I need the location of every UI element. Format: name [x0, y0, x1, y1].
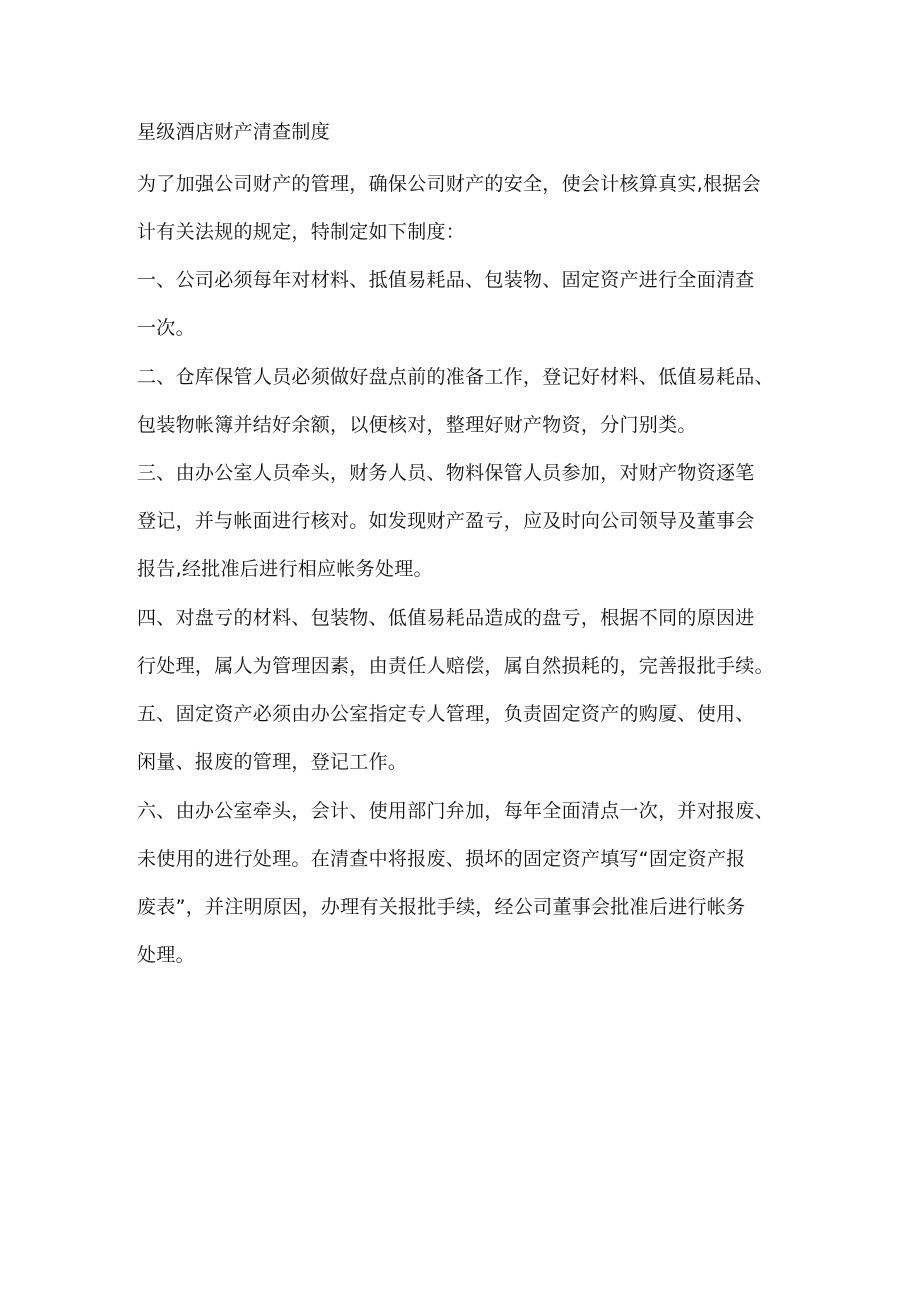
paragraph-line: 行处理，属人为管理因素，由责任人赔偿，属自然损耗的，完善报批手续。 — [137, 655, 774, 677]
paragraph-line: 二、仓库保管人员必须做好盘点前的准备工作，登记好材料、低值易耗品、 — [137, 366, 774, 388]
paragraph-line: 登记，并与帐面进行核对。如发现财产盈亏，应及时向公司领导及董事会 — [137, 510, 755, 532]
paragraph-line: 五、固定资产必须由办公室指定专人管理，负责固定资产的购厦、使用、 — [137, 703, 755, 725]
paragraph-line: 计有关法规的规定，特制定如下制度： — [137, 221, 466, 243]
paragraph-line: 一、公司必须每年对材料、抵值易耗品、包装物、固定资产进行全面清查 — [137, 269, 755, 291]
paragraph-line: 废表”，并注明原因，办理有关报批手续，经公司董事会批准后进行帐务 — [137, 896, 746, 918]
document-title: 星级酒店财产清查制度 — [137, 121, 331, 143]
paragraph-line: 未使用的进行处理。在清查中将报废、损坏的固定资产填写“固定资产报 — [137, 848, 746, 870]
paragraph-line: 处理。 — [137, 944, 195, 966]
paragraph-line: 三、由办公室人员牵头，财务人员、物料保管人员参加，对财产物资逐笔 — [137, 462, 755, 484]
paragraph-line: 报告,经批准后进行相应帐务处理。 — [137, 558, 433, 580]
paragraph-line: 包装物帐簿并结好余额，以便核对，整理好财产物资，分门别类。 — [137, 414, 697, 436]
paragraph-line: 一次。 — [137, 317, 195, 339]
paragraph-line: 六、由办公室牵头，会计、使用部门弁加，每年全面清点一次，并对报废、 — [137, 800, 774, 822]
paragraph-line: 闲量、报废的管理，登记工作。 — [137, 751, 408, 773]
paragraph-line: 四、对盘亏的材料、包装物、低值易耗品造成的盘亏，根据不同的原因进 — [137, 607, 755, 629]
paragraph-line: 为了加强公司财产的管理，确保公司财产的安全，使会计核算真实,根据会 — [137, 173, 761, 195]
